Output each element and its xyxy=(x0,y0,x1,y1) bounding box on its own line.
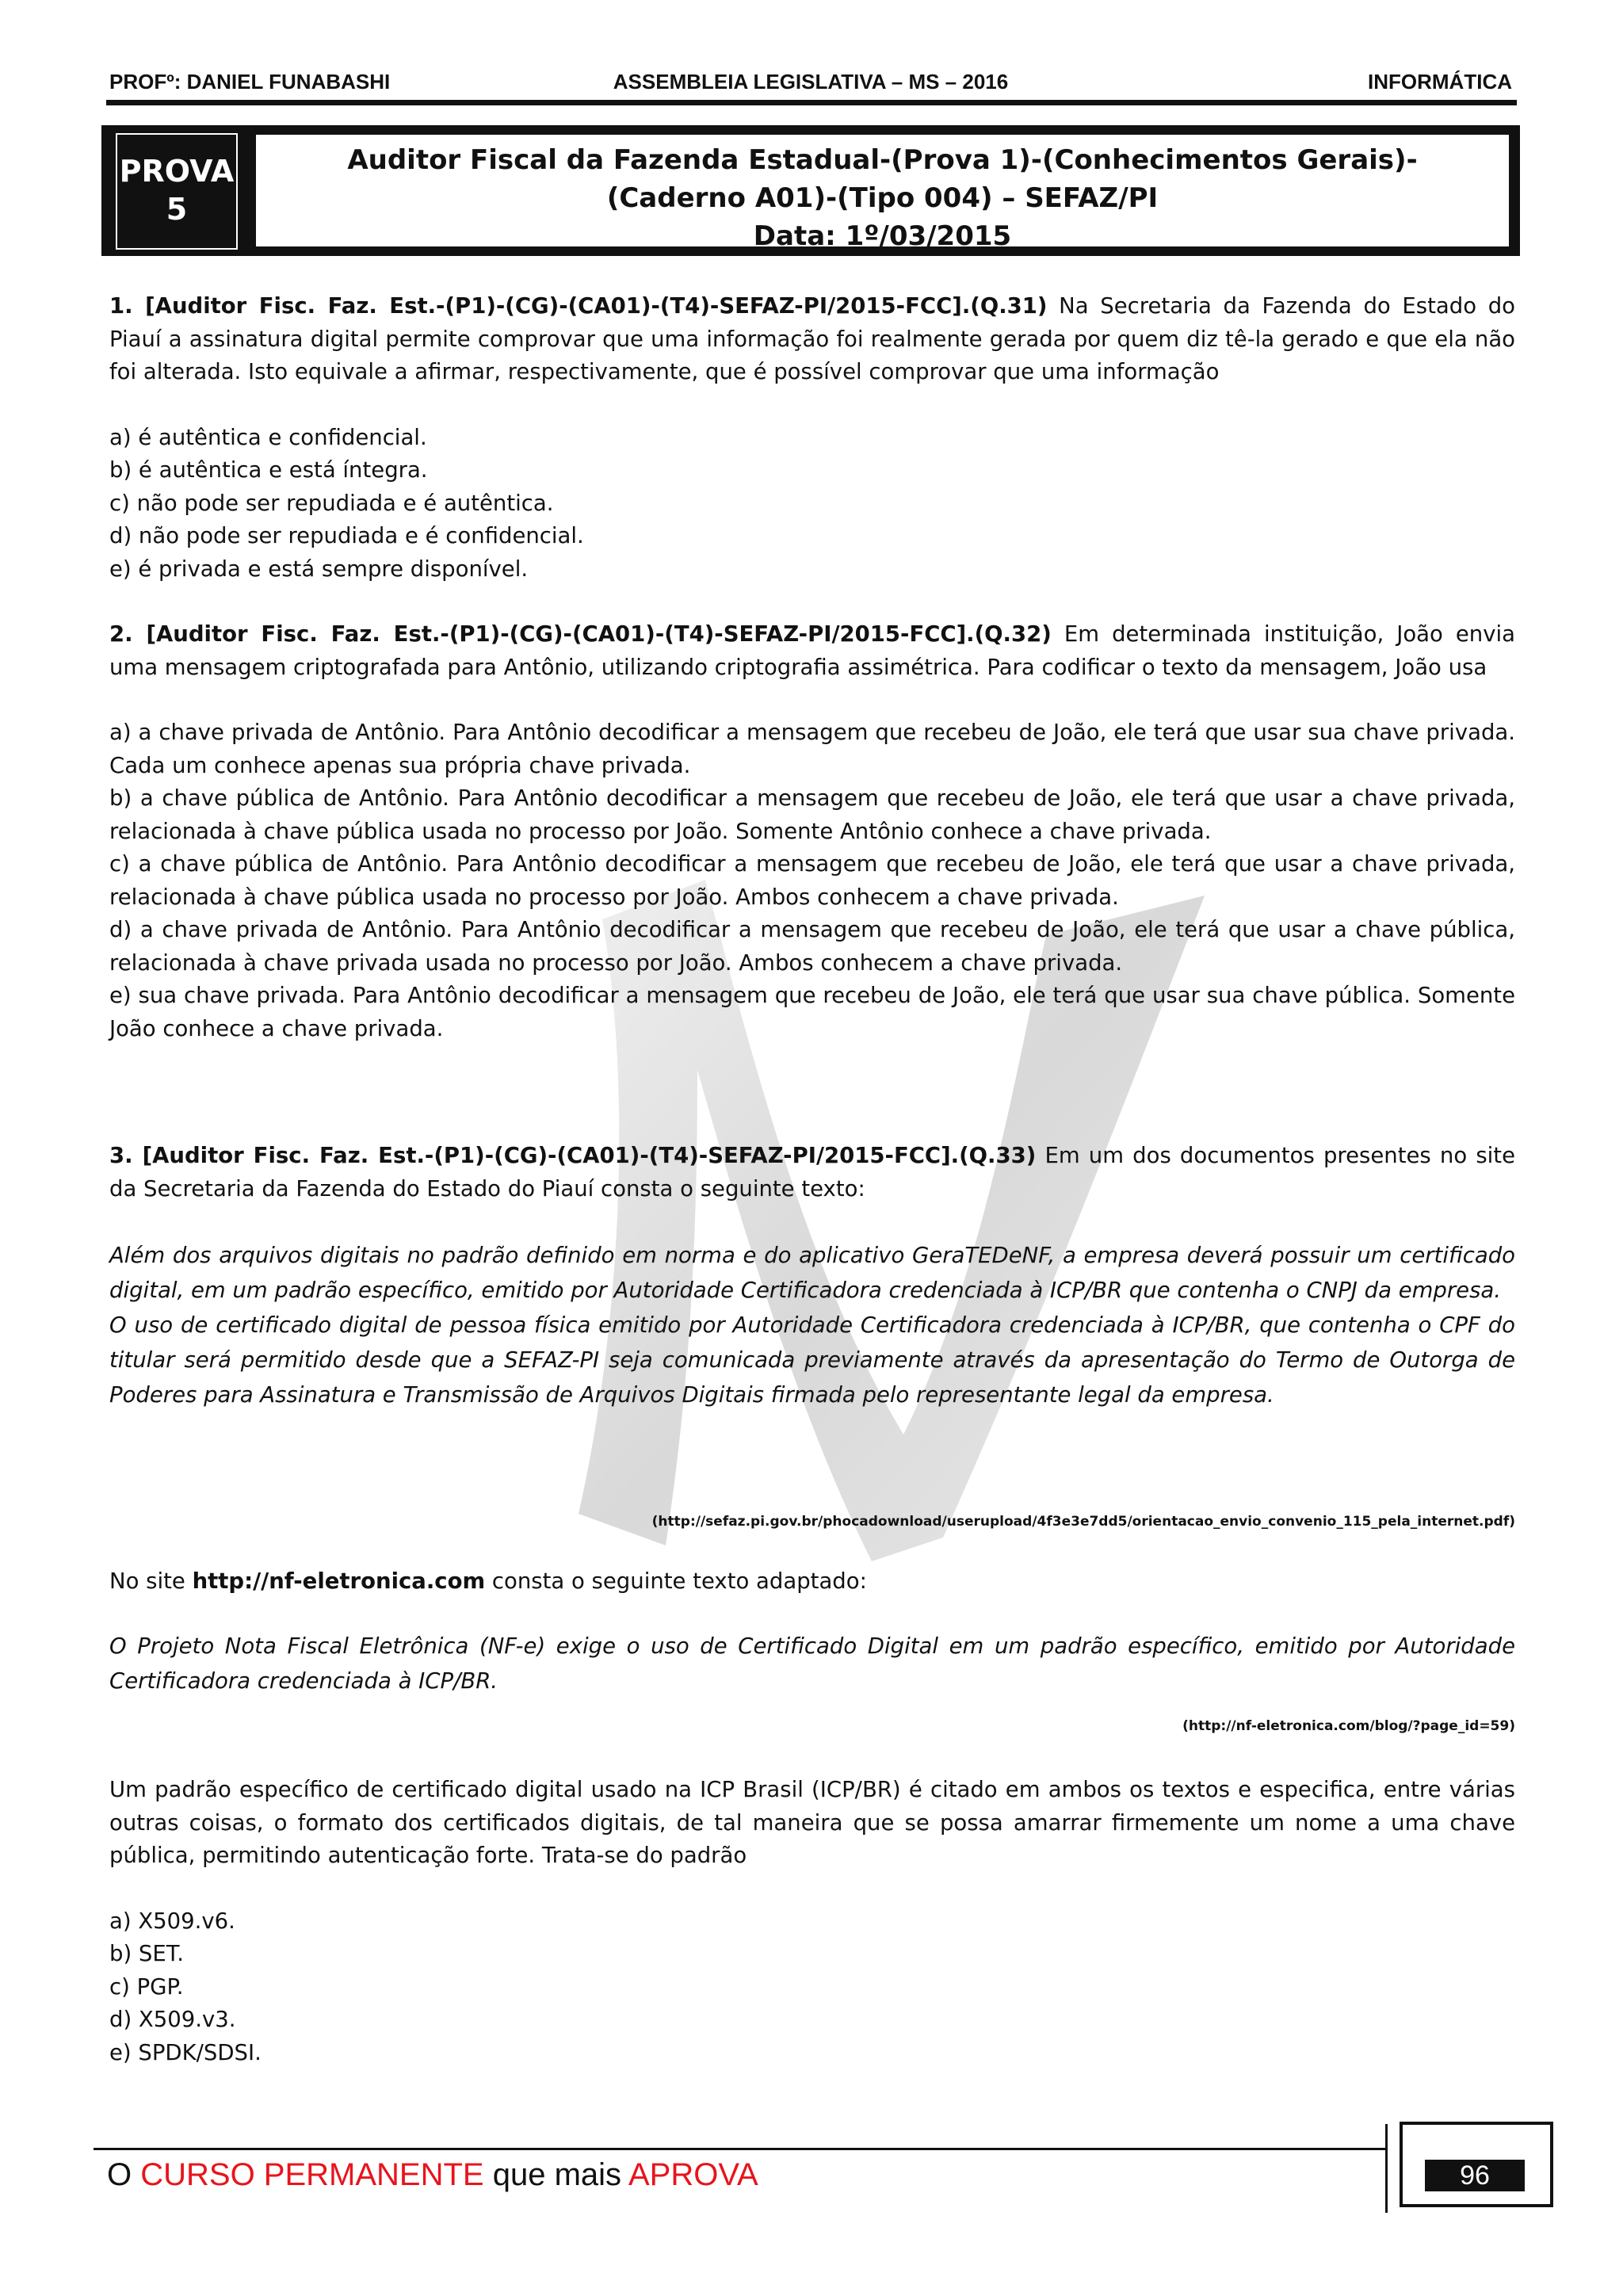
exam-title-box xyxy=(101,125,1520,256)
question-2-option-b: b) a chave pública de Antônio. Para Antônio decodificar a mensagem que recebeu de João, ele terá que usar a chave privada, relacionada à chave pública usada no processo por João. Somente Antônio conhece a chave privada. xyxy=(109,785,1515,844)
question-3-quote-1a: Além dos arquivos digitais no padrão definido em norma e do aplicativo GeraTEDeNF, a empresa deverá possuir um certificado digital, em um padrão específico, emitido por Autoridade Certificadora credenciada à ICP/BR que contenha o CNPJ da empresa. xyxy=(109,1243,1515,1303)
question-3-quote-1b: O uso de certificado digital de pessoa física emitido por Autoridade Certificadora credenciada à ICP/BR, que contenha o CPF do titular será permitido desde que a SEFAZ-PI seja comunicada previamente através da apresentação do Termo de Outorga de Poderes para Assinatura e Transmissão de Arquivos Digitais firmada pelo representante legal da empresa. xyxy=(109,1312,1515,1408)
question-2-stem xyxy=(109,618,1515,684)
site-intro-post: consta o seguinte texto adaptado: xyxy=(485,1568,867,1594)
footer-slogan-4: APROVA xyxy=(628,2157,758,2192)
question-3-ref: 3. [Auditor Fisc. Faz. Est.-(P1)-(CG)-(CA01)-(T4)-SEFAZ-PI/2015-FCC].(Q.33) xyxy=(109,1143,1037,1168)
question-2-option-e: e) sua chave privada. Para Antônio decodificar a mensagem que recebeu de João, ele terá que usar sua chave pública. Somente João conhece a chave privada. xyxy=(109,983,1515,1041)
question-2-option-a: a) a chave privada de Antônio. Para Antônio decodificar a mensagem que recebeu de João, ele terá que usar sua chave privada. Cada um conhece apenas sua própria chave privada. xyxy=(109,720,1515,778)
question-1-text: Na Secretaria da Fazenda do Estado do Piauí a assinatura digital permite comprovar que uma informação foi realmente gerada por quem diz tê-la gerado e que ela não foi alterada. Isto equivale a afirmar, respectivamente, que é possível comprovar que uma informação xyxy=(109,293,1515,384)
prova-title-line2: (Caderno A01)-(Tipo 004) – SEFAZ/PI xyxy=(606,182,1159,214)
prova-label: PROVA xyxy=(119,154,235,189)
page-header xyxy=(109,70,1512,98)
question-3-option-e: e) SPDK/SDSI. xyxy=(109,2039,262,2065)
question-1-option-c: c) não pode ser repudiada e é autêntica. xyxy=(109,490,554,516)
page-number: 96 xyxy=(1425,2160,1525,2191)
footer-divider xyxy=(94,2148,1385,2150)
question-1-ref: 1. [Auditor Fisc. Faz. Est.-(P1)-(CG)-(CA01)-(T4)-SEFAZ-PI/2015-FCC].(Q.31) xyxy=(109,293,1048,319)
footer-slogan-1: O xyxy=(107,2157,141,2192)
prova-title-line1: Auditor Fiscal da Fazenda Estadual-(Prova 1)-(Conhecimentos Gerais)- xyxy=(347,144,1418,176)
question-1-option-d: d) não pode ser repudiada e é confidencial. xyxy=(109,523,584,548)
source-citation-1: (http://sefaz.pi.gov.br/phocadownload/userupload/4f3e3e7dd5/orientacao_envio_convenio_115_pela_internet.pdf) xyxy=(651,1514,1515,1530)
question-2 xyxy=(109,618,1515,1045)
header-exam: ASSEMBLEIA LEGISLATIVA – MS – 2016 xyxy=(613,70,1009,94)
question-1-option-e: e) é privada e está sempre disponível. xyxy=(109,556,529,582)
header-author: PROFº: DANIEL FUNABASHI xyxy=(109,70,391,94)
site-url: http://nf-eletronica.com xyxy=(192,1568,486,1594)
question-3-body xyxy=(109,1774,1515,2069)
source-citation-2: (http://nf-eletronica.com/blog/?page_id=59) xyxy=(1182,1718,1515,1734)
page-number-box xyxy=(1400,2122,1553,2207)
prova-badge xyxy=(101,125,246,256)
prova-title-frame xyxy=(246,125,1520,256)
question-2-ref: 2. [Auditor Fisc. Faz. Est.-(P1)-(CG)-(CA01)-(T4)-SEFAZ-PI/2015-FCC].(Q.32) xyxy=(109,621,1052,647)
question-2-text: Em determinada instituição, João envia uma mensagem criptografada para Antônio, utilizando criptografia assimétrica. Para codificar o texto da mensagem, João usa xyxy=(109,621,1515,680)
question-3-option-a: a) X509.v6. xyxy=(109,1908,235,1934)
question-3 xyxy=(109,1140,1515,1412)
question-3-quote-2: O Projeto Nota Fiscal Eletrônica (NF-e) exige o uso de Certificado Digital em um padrão específico, emitido por Autoridade Certificadora credenciada à ICP/BR. xyxy=(109,1633,1515,1694)
header-divider xyxy=(106,100,1517,105)
question-2-option-c: c) a chave pública de Antônio. Para Antônio decodificar a mensagem que recebeu de João, ele terá que usar a chave privada, relacionada à chave pública usada no processo por João. Ambos conhecem a chave privada. xyxy=(109,851,1515,910)
question-3-option-c: c) PGP. xyxy=(109,1973,184,2000)
prova-number: 5 xyxy=(166,192,188,227)
question-3-stem xyxy=(109,1140,1515,1205)
footer-slogan-3: que mais xyxy=(483,2157,628,2192)
footer-slogan xyxy=(107,2157,758,2193)
question-1-option-a: a) é autêntica e confidencial. xyxy=(109,424,427,450)
site-intro xyxy=(109,1565,1515,1599)
prova-title-date: Data: 1º/03/2015 xyxy=(753,220,1012,252)
question-1-stem xyxy=(109,290,1515,389)
question-3-option-b: b) SET. xyxy=(109,1941,185,1966)
site-intro-pre: No site xyxy=(109,1568,193,1594)
question-1-option-b: b) é autêntica e está íntegra. xyxy=(109,457,428,483)
question-3-option-d: d) X509.v3. xyxy=(109,2007,236,2032)
footer-vertical-divider xyxy=(1385,2124,1388,2213)
header-subject: INFORMÁTICA xyxy=(1368,70,1512,94)
question-3-question: Um padrão específico de certificado digital usado na ICP Brasil (ICP/BR) é citado em ambos os textos e especifica, entre várias outras coisas, o formato dos certificados digitais, de tal maneira que se possa amarrar firmemente um nome a uma chave pública, permitindo autenticação forte. Trata-se do padrão xyxy=(109,1777,1515,1868)
question-1 xyxy=(109,290,1515,586)
question-2-option-d: d) a chave privada de Antônio. Para Antônio decodificar a mensagem que recebeu de João, ele terá que usar a chave pública, relacionada à chave privada usada no processo por João. Ambos conhecem a chave privada. xyxy=(109,917,1515,976)
footer-slogan-2: CURSO PERMANENTE xyxy=(140,2157,484,2192)
question-3-text: Em um dos documentos presentes no site da Secretaria da Fazenda do Estado do Piauí consta o seguinte texto: xyxy=(109,1143,1515,1201)
